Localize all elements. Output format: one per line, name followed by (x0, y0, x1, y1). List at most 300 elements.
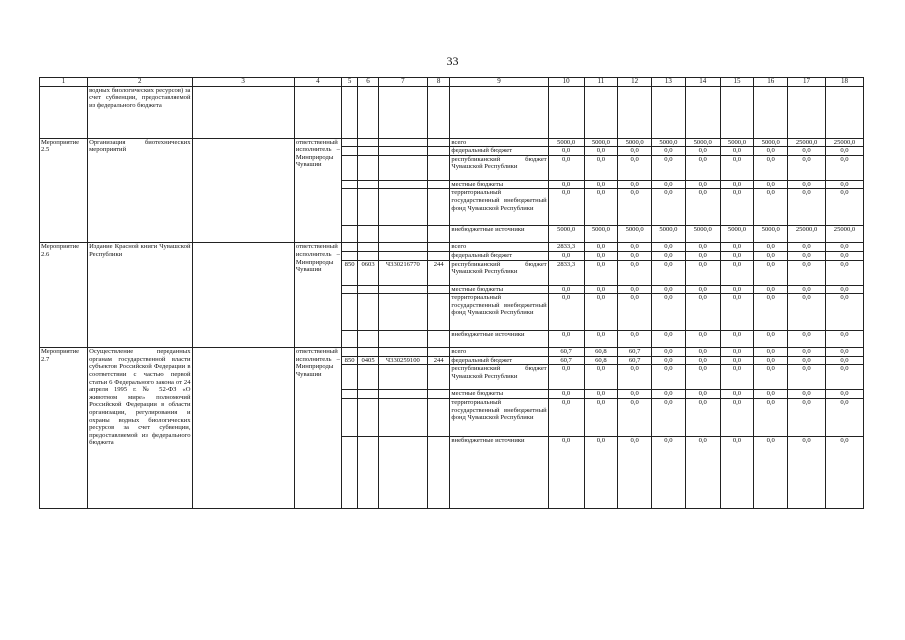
code-grbs (341, 331, 357, 348)
value-cell: 0,0 (618, 155, 652, 180)
value-cell: 0,0 (825, 348, 863, 357)
value-cell: 0,0 (652, 365, 686, 390)
value-cell: 5000,0 (548, 138, 584, 147)
funding-source: местные бюджеты (450, 180, 548, 189)
column-number: 4 (294, 78, 341, 87)
column-number: 5 (341, 78, 357, 87)
value-cell: 0,0 (788, 243, 826, 252)
code-grbs (341, 189, 357, 226)
value-cell: 0,0 (754, 251, 788, 260)
column-number: 10 (548, 78, 584, 87)
value-cell: 0,0 (825, 243, 863, 252)
value-cell: 0,0 (825, 294, 863, 331)
value-cell: 0,0 (825, 331, 863, 348)
code-target (378, 189, 427, 226)
value-cell: 0,0 (685, 260, 720, 285)
value-cell: 0,0 (754, 260, 788, 285)
column-number: 9 (450, 78, 548, 87)
code-grbs (341, 390, 357, 399)
code-target: Ч330216770 (378, 260, 427, 285)
value-cell: 0,0 (825, 436, 863, 508)
value-cell: 5000,0 (754, 226, 788, 243)
funding-source: внебюджетные источники (450, 331, 548, 348)
value-cell: 0,0 (788, 189, 826, 226)
code-target (378, 390, 427, 399)
value-cell: 0,0 (548, 398, 584, 436)
value-cell: 0,0 (720, 398, 754, 436)
value-cell: 0,0 (685, 436, 720, 508)
code-expense (427, 251, 450, 260)
cont-col7 (378, 86, 427, 138)
funding-source: федеральный бюджет (450, 147, 548, 156)
column-number-row (40, 78, 864, 87)
value-cell: 0,0 (720, 285, 754, 294)
cont-col13 (652, 86, 686, 138)
value-cell: 0,0 (584, 251, 618, 260)
value-cell: 0,0 (584, 294, 618, 331)
value-cell: 0,0 (754, 356, 788, 365)
value-cell: 5000,0 (584, 138, 618, 147)
cont-col1 (40, 86, 88, 138)
value-cell: 0,0 (825, 398, 863, 436)
value-cell: 0,0 (584, 285, 618, 294)
col3-empty (192, 138, 294, 243)
column-number: 14 (685, 78, 720, 87)
value-cell: 0,0 (754, 155, 788, 180)
value-cell: 0,0 (754, 294, 788, 331)
measure-name: Организация биотехнических мероприятий (88, 138, 192, 243)
code-expense: 244 (427, 356, 450, 365)
value-cell: 0,0 (720, 331, 754, 348)
cont-col11 (584, 86, 618, 138)
funding-source: местные бюджеты (450, 390, 548, 399)
code-grbs (341, 348, 357, 357)
value-cell: 0,0 (584, 436, 618, 508)
code-section (358, 180, 378, 189)
value-cell: 0,0 (548, 331, 584, 348)
column-number: 2 (88, 78, 192, 87)
value-cell: 0,0 (825, 155, 863, 180)
code-grbs (341, 226, 357, 243)
value-cell: 0,0 (548, 251, 584, 260)
table-row (40, 348, 864, 357)
page-number: 33 (446, 54, 459, 68)
code-section (358, 365, 378, 390)
value-cell: 0,0 (685, 147, 720, 156)
code-grbs (341, 155, 357, 180)
value-cell: 0,0 (652, 331, 686, 348)
value-cell: 0,0 (685, 285, 720, 294)
code-target (378, 348, 427, 357)
value-cell: 0,0 (825, 251, 863, 260)
continuation-row (40, 86, 864, 138)
value-cell: 0,0 (652, 356, 686, 365)
code-target (378, 331, 427, 348)
value-cell: 60,7 (548, 348, 584, 357)
code-grbs (341, 138, 357, 147)
code-section (358, 138, 378, 147)
value-cell: 0,0 (685, 243, 720, 252)
value-cell: 0,0 (652, 243, 686, 252)
value-cell: 0,0 (618, 251, 652, 260)
value-cell: 0,0 (754, 436, 788, 508)
cont-col16 (754, 86, 788, 138)
value-cell: 0,0 (584, 243, 618, 252)
code-expense (427, 398, 450, 436)
value-cell: 0,0 (584, 189, 618, 226)
value-cell: 0,0 (584, 398, 618, 436)
value-cell: 0,0 (788, 436, 826, 508)
value-cell: 0,0 (720, 260, 754, 285)
value-cell: 0,0 (618, 189, 652, 226)
code-grbs (341, 365, 357, 390)
cont-col18 (825, 86, 863, 138)
code-target (378, 155, 427, 180)
value-cell: 0,0 (652, 189, 686, 226)
code-expense (427, 331, 450, 348)
value-cell: 60,7 (618, 348, 652, 357)
column-number: 6 (358, 78, 378, 87)
column-number: 18 (825, 78, 863, 87)
code-expense (427, 294, 450, 331)
value-cell: 0,0 (652, 180, 686, 189)
column-number: 11 (584, 78, 618, 87)
column-number: 13 (652, 78, 686, 87)
value-cell: 0,0 (685, 331, 720, 348)
code-expense (427, 243, 450, 252)
table-row (40, 243, 864, 252)
cont-col14 (685, 86, 720, 138)
value-cell: 60,7 (618, 356, 652, 365)
value-cell: 60,8 (584, 348, 618, 357)
measure-name: Осуществление переданных органам государственной власти субъектов Российской Федерации в соответствии с частью первой статьи 6 Федерального закона от 24 апреля 1995 г. № 52-ФЗ «О животном мире» полномочий Российской Федерации в области организации, регулирования и охраны водных биологических ресурсов за счет субвенции, предоставляемой из федерального бюджета (88, 348, 192, 509)
value-cell: 0,0 (754, 331, 788, 348)
code-section (358, 189, 378, 226)
value-cell: 0,0 (618, 331, 652, 348)
code-target (378, 180, 427, 189)
value-cell: 0,0 (652, 436, 686, 508)
value-cell: 0,0 (754, 180, 788, 189)
column-number: 16 (754, 78, 788, 87)
funding-source: территориальный государственный внебюджетный фонд Чувашской Республики (450, 189, 548, 226)
value-cell: 0,0 (754, 365, 788, 390)
funding-source: всего (450, 243, 548, 252)
code-grbs (341, 147, 357, 156)
value-cell: 0,0 (618, 147, 652, 156)
code-grbs (341, 436, 357, 508)
value-cell: 0,0 (754, 390, 788, 399)
code-expense (427, 189, 450, 226)
measure-id: Мероприятие 2.7 (40, 348, 88, 509)
value-cell: 0,0 (685, 356, 720, 365)
value-cell: 0,0 (825, 260, 863, 285)
responsible-executor: ответственный исполнитель – Минприроды Чувашии (294, 348, 341, 509)
code-section: 0603 (358, 260, 378, 285)
code-grbs (341, 243, 357, 252)
cont-col6 (358, 86, 378, 138)
code-expense (427, 138, 450, 147)
code-expense (427, 180, 450, 189)
code-target (378, 285, 427, 294)
code-grbs: 850 (341, 260, 357, 285)
funding-source: территориальный государственный внебюджетный фонд Чувашской Республики (450, 398, 548, 436)
value-cell: 0,0 (825, 285, 863, 294)
value-cell: 25000,0 (825, 226, 863, 243)
cont-col10 (548, 86, 584, 138)
code-section (358, 398, 378, 436)
code-target (378, 365, 427, 390)
value-cell: 0,0 (618, 294, 652, 331)
funding-source: внебюджетные источники (450, 436, 548, 508)
cont-col9 (450, 86, 548, 138)
value-cell: 0,0 (652, 260, 686, 285)
responsible-executor: ответственный исполнитель – Минприроды Чувашии (294, 138, 341, 243)
value-cell: 0,0 (548, 390, 584, 399)
value-cell: 0,0 (685, 348, 720, 357)
value-cell: 0,0 (720, 155, 754, 180)
measure-id: Мероприятие 2.5 (40, 138, 88, 243)
value-cell: 0,0 (652, 251, 686, 260)
value-cell: 0,0 (788, 294, 826, 331)
code-target (378, 147, 427, 156)
code-grbs (341, 294, 357, 331)
code-expense (427, 365, 450, 390)
value-cell: 0,0 (825, 180, 863, 189)
value-cell: 0,0 (685, 180, 720, 189)
funding-source: местные бюджеты (450, 285, 548, 294)
code-target (378, 226, 427, 243)
value-cell: 0,0 (720, 365, 754, 390)
value-cell: 0,0 (788, 356, 826, 365)
value-cell: 0,0 (720, 348, 754, 357)
value-cell: 0,0 (548, 436, 584, 508)
value-cell: 0,0 (652, 294, 686, 331)
cont-col8 (427, 86, 450, 138)
code-expense (427, 147, 450, 156)
column-number: 12 (618, 78, 652, 87)
code-expense (427, 348, 450, 357)
value-cell: 0,0 (754, 243, 788, 252)
value-cell: 5000,0 (618, 226, 652, 243)
value-cell: 5000,0 (618, 138, 652, 147)
code-target: Ч330259100 (378, 356, 427, 365)
responsible-executor: ответственный исполнитель – Минприроды Чувашии (294, 243, 341, 348)
code-grbs (341, 180, 357, 189)
value-cell: 0,0 (788, 155, 826, 180)
value-cell: 0,0 (618, 243, 652, 252)
value-cell: 0,0 (825, 356, 863, 365)
value-cell: 0,0 (548, 365, 584, 390)
value-cell: 0,0 (825, 189, 863, 226)
value-cell: 5000,0 (685, 138, 720, 147)
value-cell: 0,0 (788, 147, 826, 156)
value-cell: 5000,0 (548, 226, 584, 243)
value-cell: 2833,3 (548, 260, 584, 285)
value-cell: 0,0 (652, 155, 686, 180)
value-cell: 0,0 (788, 251, 826, 260)
funding-source: республиканский бюджет Чувашской Республики (450, 365, 548, 390)
value-cell: 0,0 (618, 390, 652, 399)
continuation-text: водных биологических ресурсов) за счет субвенции, предоставляемой из федерального бюджета (88, 86, 192, 138)
value-cell: 0,0 (618, 398, 652, 436)
value-cell: 0,0 (584, 180, 618, 189)
col3-empty (192, 243, 294, 348)
value-cell: 0,0 (618, 436, 652, 508)
value-cell: 0,0 (685, 189, 720, 226)
column-number: 15 (720, 78, 754, 87)
value-cell: 5000,0 (720, 226, 754, 243)
value-cell: 0,0 (548, 189, 584, 226)
code-section (358, 294, 378, 331)
column-number: 8 (427, 78, 450, 87)
value-cell: 0,0 (720, 390, 754, 399)
code-section (358, 155, 378, 180)
value-cell: 0,0 (788, 390, 826, 399)
value-cell: 0,0 (788, 365, 826, 390)
value-cell: 0,0 (652, 147, 686, 156)
code-expense (427, 285, 450, 294)
value-cell: 0,0 (788, 398, 826, 436)
code-target (378, 398, 427, 436)
value-cell: 25000,0 (788, 226, 826, 243)
value-cell: 0,0 (652, 398, 686, 436)
code-section (358, 348, 378, 357)
value-cell: 5000,0 (584, 226, 618, 243)
value-cell: 0,0 (685, 390, 720, 399)
value-cell: 0,0 (618, 365, 652, 390)
code-section (358, 331, 378, 348)
value-cell: 2833,3 (548, 243, 584, 252)
value-cell: 0,0 (754, 189, 788, 226)
value-cell: 0,0 (548, 155, 584, 180)
value-cell: 0,0 (754, 285, 788, 294)
funding-source: республиканский бюджет Чувашской Республики (450, 155, 548, 180)
code-target (378, 243, 427, 252)
column-number: 1 (40, 78, 88, 87)
value-cell: 0,0 (618, 260, 652, 285)
code-section (358, 390, 378, 399)
cont-col3 (192, 86, 294, 138)
value-cell: 0,0 (584, 155, 618, 180)
value-cell: 5000,0 (685, 226, 720, 243)
code-section (358, 436, 378, 508)
value-cell: 0,0 (754, 147, 788, 156)
cont-col17 (788, 86, 826, 138)
value-cell: 0,0 (685, 398, 720, 436)
value-cell: 0,0 (720, 356, 754, 365)
code-section (358, 285, 378, 294)
code-section: 0405 (358, 356, 378, 365)
budget-table (39, 77, 864, 509)
cont-col5 (341, 86, 357, 138)
code-section (358, 226, 378, 243)
value-cell: 0,0 (720, 243, 754, 252)
code-expense: 244 (427, 260, 450, 285)
code-section (358, 243, 378, 252)
funding-source: территориальный государственный внебюджетный фонд Чувашской Республики (450, 294, 548, 331)
code-grbs (341, 251, 357, 260)
value-cell: 60,7 (548, 356, 584, 365)
funding-source: федеральный бюджет (450, 251, 548, 260)
col3-empty (192, 348, 294, 509)
measure-id: Мероприятие 2.6 (40, 243, 88, 348)
value-cell: 0,0 (584, 365, 618, 390)
code-section (358, 251, 378, 260)
value-cell: 0,0 (685, 251, 720, 260)
funding-source: федеральный бюджет (450, 356, 548, 365)
value-cell: 0,0 (720, 147, 754, 156)
value-cell: 0,0 (548, 147, 584, 156)
value-cell: 5000,0 (652, 138, 686, 147)
value-cell: 0,0 (652, 285, 686, 294)
value-cell: 0,0 (788, 180, 826, 189)
value-cell: 60,8 (584, 356, 618, 365)
value-cell: 5000,0 (720, 138, 754, 147)
value-cell: 0,0 (685, 294, 720, 331)
value-cell: 5000,0 (754, 138, 788, 147)
code-section (358, 147, 378, 156)
value-cell: 0,0 (788, 285, 826, 294)
value-cell: 0,0 (685, 365, 720, 390)
value-cell: 0,0 (825, 365, 863, 390)
value-cell: 0,0 (618, 180, 652, 189)
value-cell: 5000,0 (652, 226, 686, 243)
value-cell: 0,0 (652, 348, 686, 357)
funding-source: всего (450, 348, 548, 357)
code-expense (427, 436, 450, 508)
value-cell: 0,0 (754, 398, 788, 436)
value-cell: 0,0 (584, 331, 618, 348)
cont-col15 (720, 86, 754, 138)
value-cell: 0,0 (825, 147, 863, 156)
value-cell: 0,0 (754, 348, 788, 357)
column-number: 3 (192, 78, 294, 87)
code-expense (427, 226, 450, 243)
table-row (40, 138, 864, 147)
code-target (378, 138, 427, 147)
funding-source: внебюджетные источники (450, 226, 548, 243)
value-cell: 0,0 (825, 390, 863, 399)
funding-source: всего (450, 138, 548, 147)
cont-col12 (618, 86, 652, 138)
value-cell: 0,0 (720, 251, 754, 260)
code-expense (427, 155, 450, 180)
value-cell: 0,0 (788, 348, 826, 357)
value-cell: 0,0 (788, 331, 826, 348)
funding-source: республиканский бюджет Чувашской Республики (450, 260, 548, 285)
value-cell: 0,0 (720, 180, 754, 189)
value-cell: 0,0 (584, 390, 618, 399)
value-cell: 25000,0 (788, 138, 826, 147)
measure-name: Издание Красной книги Чувашской Республики (88, 243, 192, 348)
value-cell: 0,0 (652, 390, 686, 399)
column-number: 7 (378, 78, 427, 87)
code-expense (427, 390, 450, 399)
code-target (378, 436, 427, 508)
value-cell: 0,0 (685, 155, 720, 180)
code-target (378, 294, 427, 331)
code-target (378, 251, 427, 260)
value-cell: 0,0 (720, 294, 754, 331)
value-cell: 0,0 (788, 260, 826, 285)
value-cell: 0,0 (618, 285, 652, 294)
code-grbs (341, 398, 357, 436)
code-grbs (341, 285, 357, 294)
value-cell: 25000,0 (825, 138, 863, 147)
value-cell: 0,0 (548, 180, 584, 189)
value-cell: 0,0 (720, 436, 754, 508)
value-cell: 0,0 (584, 260, 618, 285)
